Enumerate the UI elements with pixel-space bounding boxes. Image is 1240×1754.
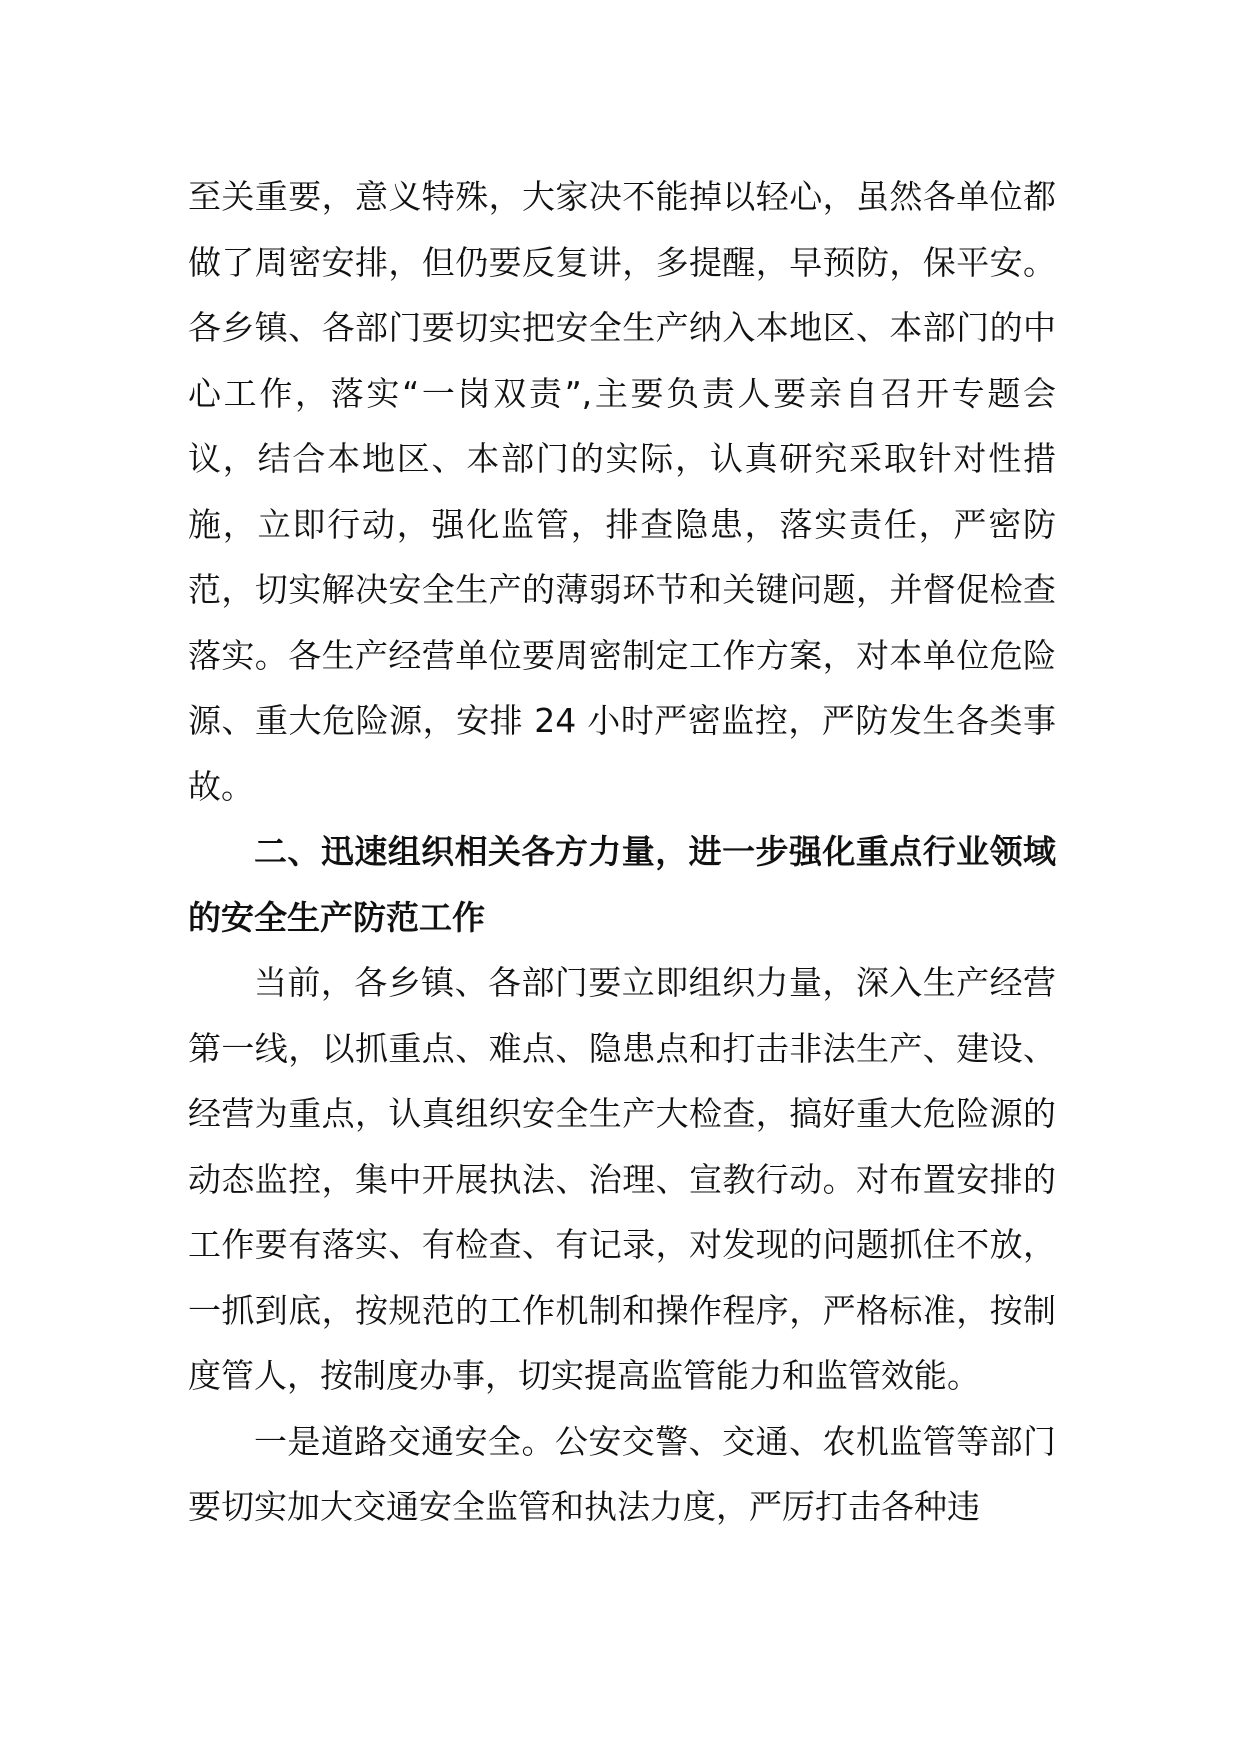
section-heading: 二、迅速组织相关各方力量，进一步强化重点行业领域的安全生产防范工作 [188,832,1056,937]
paragraph-body: 当前，各乡镇、各部门要立即组织力量，深入生产经营第一线，以抓重点、难点、隐患点和打击非法生产、建设、经营为重点，认真组织安全生产大检查，搞好重大危险源的动态监控，集中开展执法、治理、宣教行动。对布置安排的工作要有落实、有检查、有记录，对发现的问题抓住不放，一抓到底，按规范的工作机制和操作程序，严格标准，按制度管人，按制度办事，切实提高监管能力和监管效能。 [188,963,1056,1395]
paragraph-continuation: 至关重要，意义特殊，大家决不能掉以轻心，虽然各单位都做了周密安排，但仍要反复讲，多提醒，早预防，保平安。各乡镇、各部门要切实把安全生产纳入本地区、本部门的中心工作，落实“一岗双责”,主要负责人要亲自召开专题会议，结合本地区、本部门的实际，认真研究采取针对性措施，立即行动，强化监管，排查隐患，落实责任，严密防范，切实解决安全生产的薄弱环节和关键问题，并督促检查落实。各生产经营单位要周密制定工作方案，对本单位危险源、重大危险源，安排 24 小时严密监控，严防发生各类事故。 [188,177,1056,806]
paragraph-body: 一是道路交通安全。公安交警、交通、农机监管等部门要切实加大交通安全监管和执法力度，严厉打击各种违 [188,1421,1056,1526]
document-body [188,164,1056,1540]
